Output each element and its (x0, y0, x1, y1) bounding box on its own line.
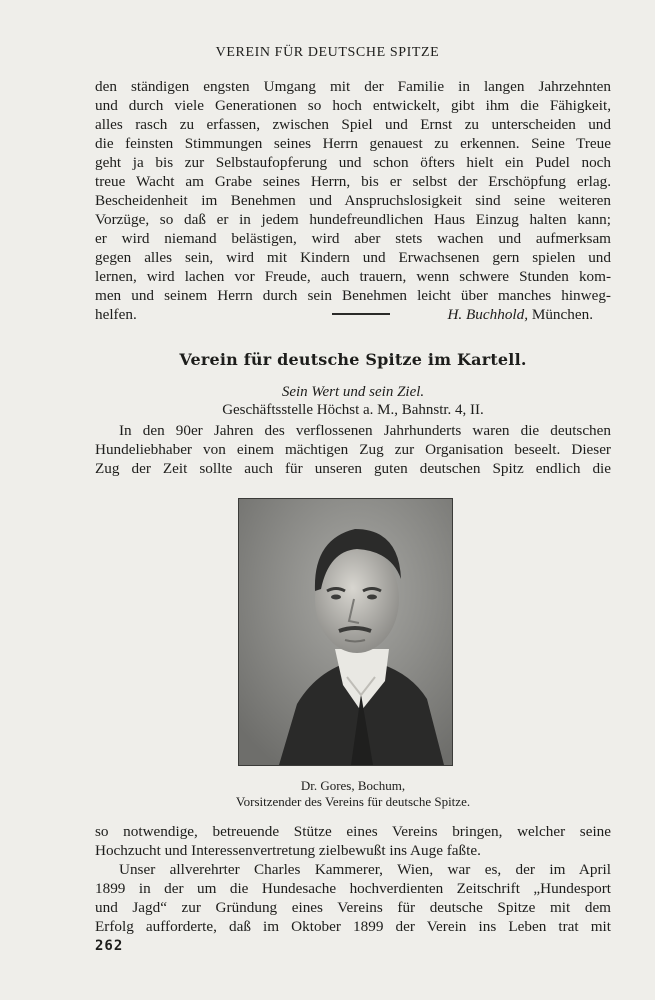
text-line: Hochzucht und Interessenvertretung zielbewußt ins Auge faßte. (95, 842, 481, 859)
office-address: Geschäftsstelle Höchst a. M., Bahnstr. 4, II. (222, 402, 484, 418)
text-line: 1899 in der um die Hundesache hochverdienten Zeitschrift „Hundesport (95, 880, 611, 897)
text-line: In den 90er Jahren des verflossenen Jahrhunderts waren die deutschen (119, 422, 611, 439)
text-line: Zug der Zeit sollte auch für unseren guten deutschen Spitz endlich die (95, 460, 611, 477)
text-line: die feinsten Stimmungen seines Herrn genauest zu erkennen. Seine Treue (95, 135, 611, 152)
article-subtitle: Sein Wert und sein Ziel. (281, 384, 425, 400)
text-line: lernen, wird lachen vor Freude, auch trauern, wenn schwere Stunden kom- (95, 268, 611, 285)
text-line: helfen. (95, 306, 137, 323)
text-line: er wird niemand belästigen, wird aber stets wachen und aufmerksam (95, 230, 611, 247)
text-line: und durch viele Generationen so hoch entwickelt, gibt ihm die Fähigkeit, (95, 97, 611, 114)
text-line: alles rasch zu erfassen, zwischen Spiel und Ernst zu unterscheiden und (95, 116, 611, 133)
text-line: Bescheidenheit im Benehmen und Anspruchslosigkeit sind seine weiteren (95, 192, 611, 209)
text-line: men und seinem Herrn durch sein Benehmen leicht über manches hinweg- (95, 287, 611, 304)
text-line: gegen alles sein, wird mit Kindern und Erwachsenen gern spielen und (95, 249, 611, 266)
author-name: H. Buchhold, (447, 306, 529, 323)
text-line: so notwendige, betreuende Stütze eines Vereins bringen, welcher seine (95, 823, 611, 840)
text-line: und Jagd“ zur Gründung eines Vereins für deutsche Spitze mit dem (95, 899, 611, 916)
author-place: München. (531, 306, 593, 323)
text-line: den ständigen engsten Umgang mit der Familie in langen Jahrzehnten (95, 78, 611, 95)
portrait-image (239, 499, 452, 765)
photo-caption-name: Dr. Gores, Bochum, (300, 778, 406, 793)
top-paragraph (95, 77, 611, 324)
text-line: treue Wacht am Grabe seines Herrn, bis er selbst der Erschöpfung erlag. (95, 173, 611, 190)
photo-caption-role: Vorsitzender des Vereins für deutsche Spitze. (235, 794, 471, 809)
text-line: Unser allverehrter Charles Kammerer, Wien, war es, der im April (119, 861, 611, 878)
intro-paragraph (95, 421, 611, 478)
text-line: Erfolg aufforderte, daß im Oktober 1899 der Verein ins Leben trat mit (95, 918, 611, 935)
text-line: Vorzüge, so daß er in jedem hundefreundlichen Haus Einzug halten kann; (95, 211, 611, 228)
portrait-photo (238, 498, 453, 766)
page-number: 262 (95, 938, 124, 954)
text-line: geht ja bis zur Selbstaufopferung und schon öfters hielt ein Pudel noch (95, 154, 611, 171)
article-title: Verein für deutsche Spitze im Kartell. (179, 350, 527, 369)
running-head: VEREIN FÜR DEUTSCHE SPITZE (215, 45, 440, 60)
author-signature (447, 305, 593, 324)
text-line: Hundeliebhaber von einem mächtigen Zug zur Organisation beseelt. Dieser (95, 441, 611, 458)
section-divider (332, 313, 390, 315)
continuation-paragraph (95, 822, 611, 936)
